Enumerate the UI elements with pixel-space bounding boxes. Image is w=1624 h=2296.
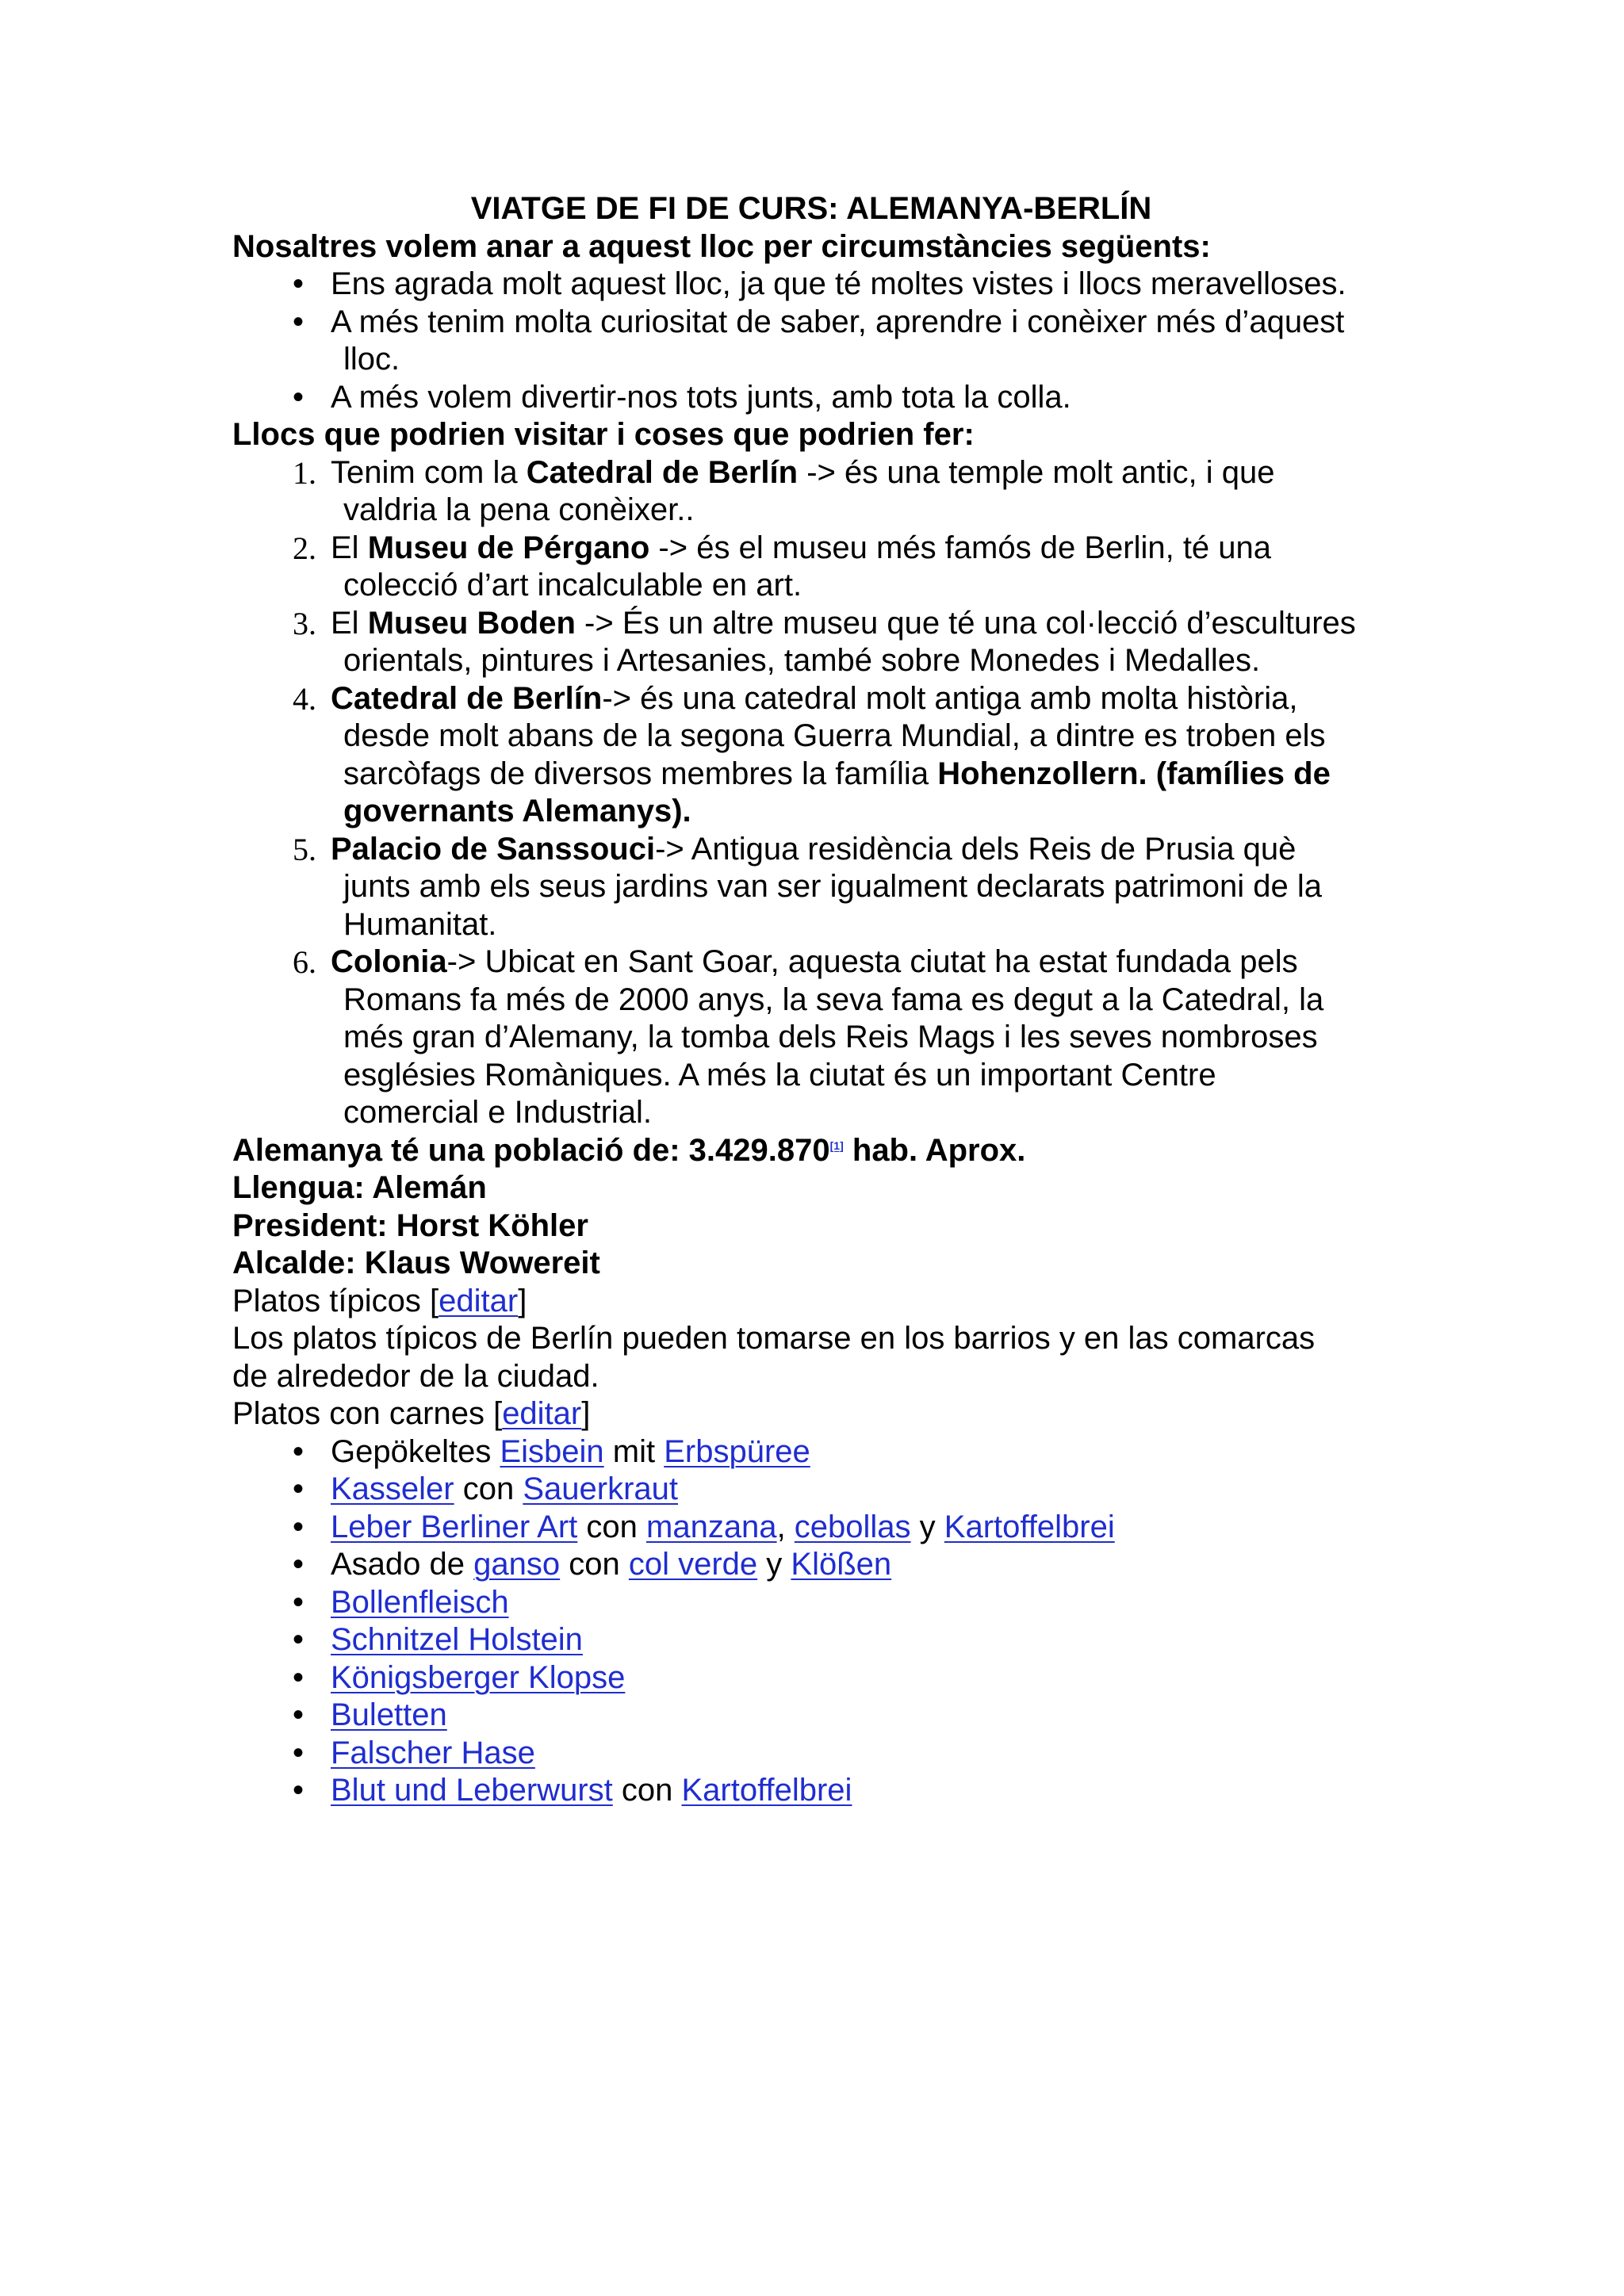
edit-link[interactable]: editar [502,1396,582,1431]
edit-link[interactable]: editar [439,1283,519,1318]
list-item: • Kasseler con Sauerkraut [232,1471,1390,1509]
places-heading: Llocs que podrien visitar i coses que podrien fer: [232,417,975,452]
footnote-link[interactable]: [1] [829,1138,844,1152]
dish-link[interactable]: Kasseler [331,1471,454,1506]
place-name: Museu Boden [367,605,576,641]
reason-text: Ens agrada molt aquest lloc, ja que té moltes vistes i llocs meravelloses. [331,266,1346,301]
list-item: • Leber Berliner Art con manzana, cebollas y Kartoffelbrei [232,1509,1390,1547]
reason-text-continued: lloc. [343,342,400,377]
meat-dishes-heading: Platos con carnes [editar] [232,1396,591,1431]
place-text: El Museu de Pérgano -> és el museu més famós de Berlin, té una [331,530,1272,565]
dish-link[interactable]: Falscher Hase [331,1735,535,1770]
dish-link[interactable]: ganso [473,1547,561,1582]
document-title: VIATGE DE FI DE CURS: ALEMANYA-BERLÍN [470,191,1152,226]
dish-link[interactable]: Buletten [331,1697,447,1732]
list-item [232,1735,1390,1773]
list-item: • Asado de ganso con col verde y Klößen [232,1546,1390,1584]
dish-link[interactable]: col verde [628,1547,758,1582]
meat-dishes-list [232,1433,1390,1810]
dish-link[interactable]: Kartoffelbrei [944,1509,1115,1544]
list-number: 4. [293,680,316,717]
dish-link[interactable]: Kartoffelbrei [681,1773,852,1808]
dish-link[interactable]: Erbspüree [664,1433,810,1469]
place-text-continued: sarcòfags de diversos membres la família Hohenzollern. (famílies de [343,756,1331,791]
place-text: Palacio de Sanssouci-> Antigua residència dels Reis de Prusia què [331,831,1297,867]
list-item [232,1584,1390,1622]
dishes-heading: Platos típicos [editar] [232,1283,527,1318]
list-item [232,379,1390,417]
list-item: • Gepökeltes Eisbein mit Erbspüree [232,1433,1390,1471]
reason-text: A més tenim molta curiositat de saber, aprendre i conèixer més d’aquest [331,304,1345,339]
place-text-continued: orientals, pintures i Artesanies, també sobre Monedes i Medalles. [343,643,1261,678]
dish-link[interactable]: Blut und Leberwurst [331,1773,613,1808]
language-line: Llengua: Alemán [232,1170,487,1205]
list-item [232,605,1390,680]
places-list [232,454,1390,1132]
place-text: Colonia-> Ubicat en Sant Goar, aquesta ciutat ha estat fundada pels [331,944,1298,979]
dish-link[interactable]: Bollenfleisch [331,1584,509,1620]
list-number: 1. [293,454,316,491]
dish-link[interactable]: Klößen [791,1547,892,1582]
place-name: Catedral de Berlín [526,454,799,490]
place-text-continued: Romans fa més de 2000 anys, la seva fama es degut a la Catedral, la [343,982,1324,1017]
list-item [232,1697,1390,1735]
list-number: 3. [293,605,316,641]
dish-link[interactable]: cebollas [794,1509,911,1544]
list-item [232,831,1390,944]
dish-link[interactable]: Schnitzel Holstein [331,1622,583,1657]
dish-link[interactable]: manzana [646,1509,777,1544]
dishes-intro-continued: de alrededor de la ciudad. [232,1358,599,1394]
mayor-line: Alcalde: Klaus Wowereit [232,1246,600,1280]
list-item [232,680,1390,831]
reason-text: A més volem divertir-nos tots junts, amb tota la colla. [331,379,1071,415]
place-text: Tenim com la Catedral de Berlín -> és una temple molt antic, i que [331,454,1275,490]
place-text: Catedral de Berlín-> és una catedral molt antiga amb molta història, [331,680,1298,716]
place-text-continued: junts amb els seus jardins van ser igualment declarats patrimoni de la [343,869,1322,904]
list-item [232,454,1390,530]
list-item: • Blut und Leberwurst con Kartoffelbrei [232,1772,1390,1810]
dish-link[interactable]: Eisbein [500,1433,604,1469]
dish-link[interactable]: Leber Berliner Art [331,1509,578,1544]
list-item [232,943,1390,1132]
place-text-continued: Humanitat. [343,906,497,942]
list-item [232,530,1390,605]
place-text-continued: desde molt abans de la segona Guerra Mundial, a dintre es troben els [343,718,1326,753]
place-text-continued: valdria la pena conèixer.. [343,492,695,527]
dish-link[interactable]: Sauerkraut [523,1471,679,1506]
document-page [232,190,1390,1810]
place-text-continued: governants Alemanys). [343,794,691,828]
place-text-continued: colecció d’art incalculable en art. [343,568,802,603]
list-number: 2. [293,530,316,566]
list-item [232,266,1390,304]
dishes-intro: Los platos típicos de Berlín pueden tomarse en los barrios y en las comarcas [232,1321,1316,1356]
place-text-continued: més gran d’Alemany, la tomba dels Reis Mags i les seves nombroses [343,1020,1318,1054]
reasons-list [232,266,1390,416]
list-item [232,1659,1390,1697]
list-item [232,304,1390,379]
dish-link[interactable]: Königsberger Klopse [331,1659,626,1695]
list-number: 6. [293,944,316,980]
family-name: Hohenzollern. (famílies de [937,756,1331,791]
place-text-continued: comercial e Industrial. [343,1095,653,1130]
place-text: El Museu Boden -> És un altre museu que té una col·lecció d’escultures [331,605,1356,641]
place-name: Catedral de Berlín [331,680,603,716]
reasons-heading: Nosaltres volem anar a aquest lloc per circumstàncies següents: [232,228,1211,264]
population-line: Alemanya té una població de: 3.429.870[1] hab. Aprox. [232,1132,1026,1168]
list-item [232,1621,1390,1659]
place-name: Colonia [331,944,447,979]
place-text-continued: esglésies Romàniques. A més la ciutat és un important Centre [343,1057,1216,1093]
list-number: 5. [293,831,316,867]
place-name: Palacio de Sanssouci [331,831,656,867]
president-line: President: Horst Köhler [232,1207,588,1243]
place-name: Museu de Pérgano [367,530,650,565]
